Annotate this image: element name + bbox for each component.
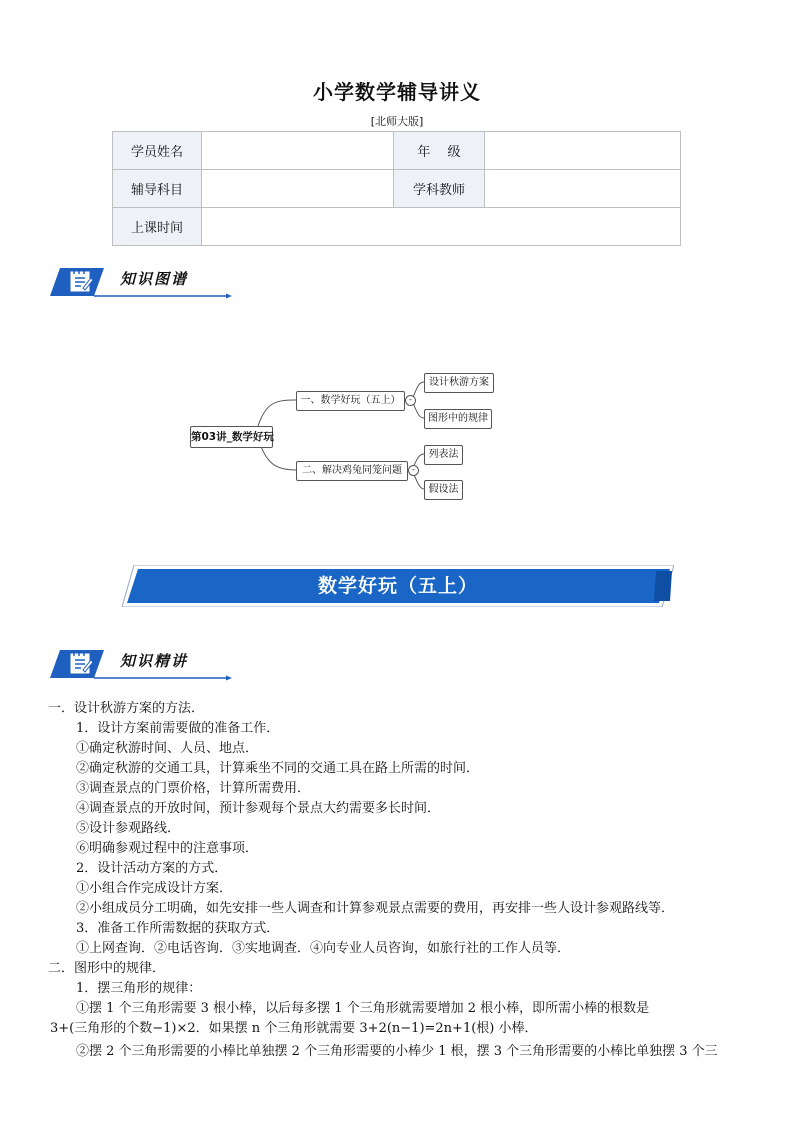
list-item: ①摆 1 个三角形需要 3 根小棒，以后每多摆 1 个三角形就需要增加 2 根小棒，即所需小棒的根数是 xyxy=(76,1001,650,1016)
grade-field[interactable] xyxy=(485,132,681,170)
list-item: ④调查景点的开放时间，预计参观每个景点大约需要多长时间． xyxy=(76,801,441,816)
collapse-toggle-1[interactable]: - xyxy=(405,395,416,406)
page-title: 小学数学辅导讲义 xyxy=(313,80,481,104)
knowledge-mindmap xyxy=(186,364,506,514)
edition-label: [北师大版] xyxy=(370,115,424,128)
grade-label: 年 级 xyxy=(394,132,485,170)
subheading: 3．准备工作所需数据的获取方式． xyxy=(76,921,280,936)
formula-line: 3+(三角形的个数−1)×2．如果摆 n 个三角形就需要 3+2(n−1)=2n+1(根) 小棒． xyxy=(50,1021,538,1036)
student-info-table xyxy=(112,131,681,246)
banner-title: 数学好玩（五上） xyxy=(317,575,478,597)
section-header-knowledge-map xyxy=(50,264,232,300)
mindmap-leaf-node[interactable]: 图形中的规律 xyxy=(424,409,492,429)
subheading: 2．设计活动方案的方式． xyxy=(76,861,228,876)
subheading: 1．设计方案前需要做的准备工作． xyxy=(76,721,280,736)
student-name-field[interactable] xyxy=(202,132,394,170)
section-header-label: 知识图谱 xyxy=(120,270,189,288)
heading-2: 二．图形中的规律． xyxy=(48,961,166,976)
subheading: 1．摆三角形的规律： xyxy=(76,981,202,996)
section-header-knowledge-explain xyxy=(50,646,232,682)
collapse-toggle-2[interactable]: - xyxy=(408,465,419,476)
mindmap-leaf-node[interactable]: 设计秋游方案 xyxy=(424,373,494,393)
class-time-label: 上课时间 xyxy=(113,208,202,246)
list-item: ③调查景点的门票价格，计算所需费用． xyxy=(76,781,311,796)
list-item: ②摆 2 个三角形需要的小棒比单独摆 2 个三角形需要的小棒少 1 根，摆 3 个三角形需要的小棒比单独摆 3 个三 xyxy=(76,1044,718,1059)
mindmap-branch-node-1[interactable]: 一、数学好玩（五上） xyxy=(296,391,405,411)
list-item: ⑥明确参观过程中的注意事项． xyxy=(76,841,259,856)
section-header-label: 知识精讲 xyxy=(120,652,189,670)
list-item: ①确定秋游时间、人员、地点． xyxy=(76,741,259,756)
mindmap-leaf-node[interactable]: 假设法 xyxy=(424,480,463,500)
subject-label: 辅导科目 xyxy=(113,170,202,208)
mindmap-leaf-node[interactable]: 列表法 xyxy=(424,445,463,465)
teacher-field[interactable] xyxy=(485,170,681,208)
chapter-banner xyxy=(122,565,674,607)
subject-field[interactable] xyxy=(202,170,394,208)
list-item: ②小组成员分工明确，如先安排一些人调查和计算参观景点需要的费用，再安排一些人设计参观路线等． xyxy=(76,901,675,916)
mindmap-root-node[interactable]: 第03讲_数学好玩 xyxy=(190,426,273,448)
list-item: ①小组合作完成设计方案． xyxy=(76,881,233,896)
mindmap-branch-node-2[interactable]: 二、解决鸡兔同笼问题 xyxy=(296,461,408,481)
class-time-field[interactable] xyxy=(202,208,681,246)
heading-1: 一．设计秋游方案的方法． xyxy=(48,701,205,716)
list-item: ①上网查询．②电话咨询．③实地调查．④向专业人员咨询，如旅行社的工作人员等． xyxy=(76,941,571,956)
list-item: ②确定秋游的交通工具，计算乘坐不同的交通工具在路上所需的时间． xyxy=(76,761,480,776)
student-name-label: 学员姓名 xyxy=(113,132,202,170)
teacher-label: 学科教师 xyxy=(394,170,485,208)
list-item: ⑤设计参观路线． xyxy=(76,821,181,836)
